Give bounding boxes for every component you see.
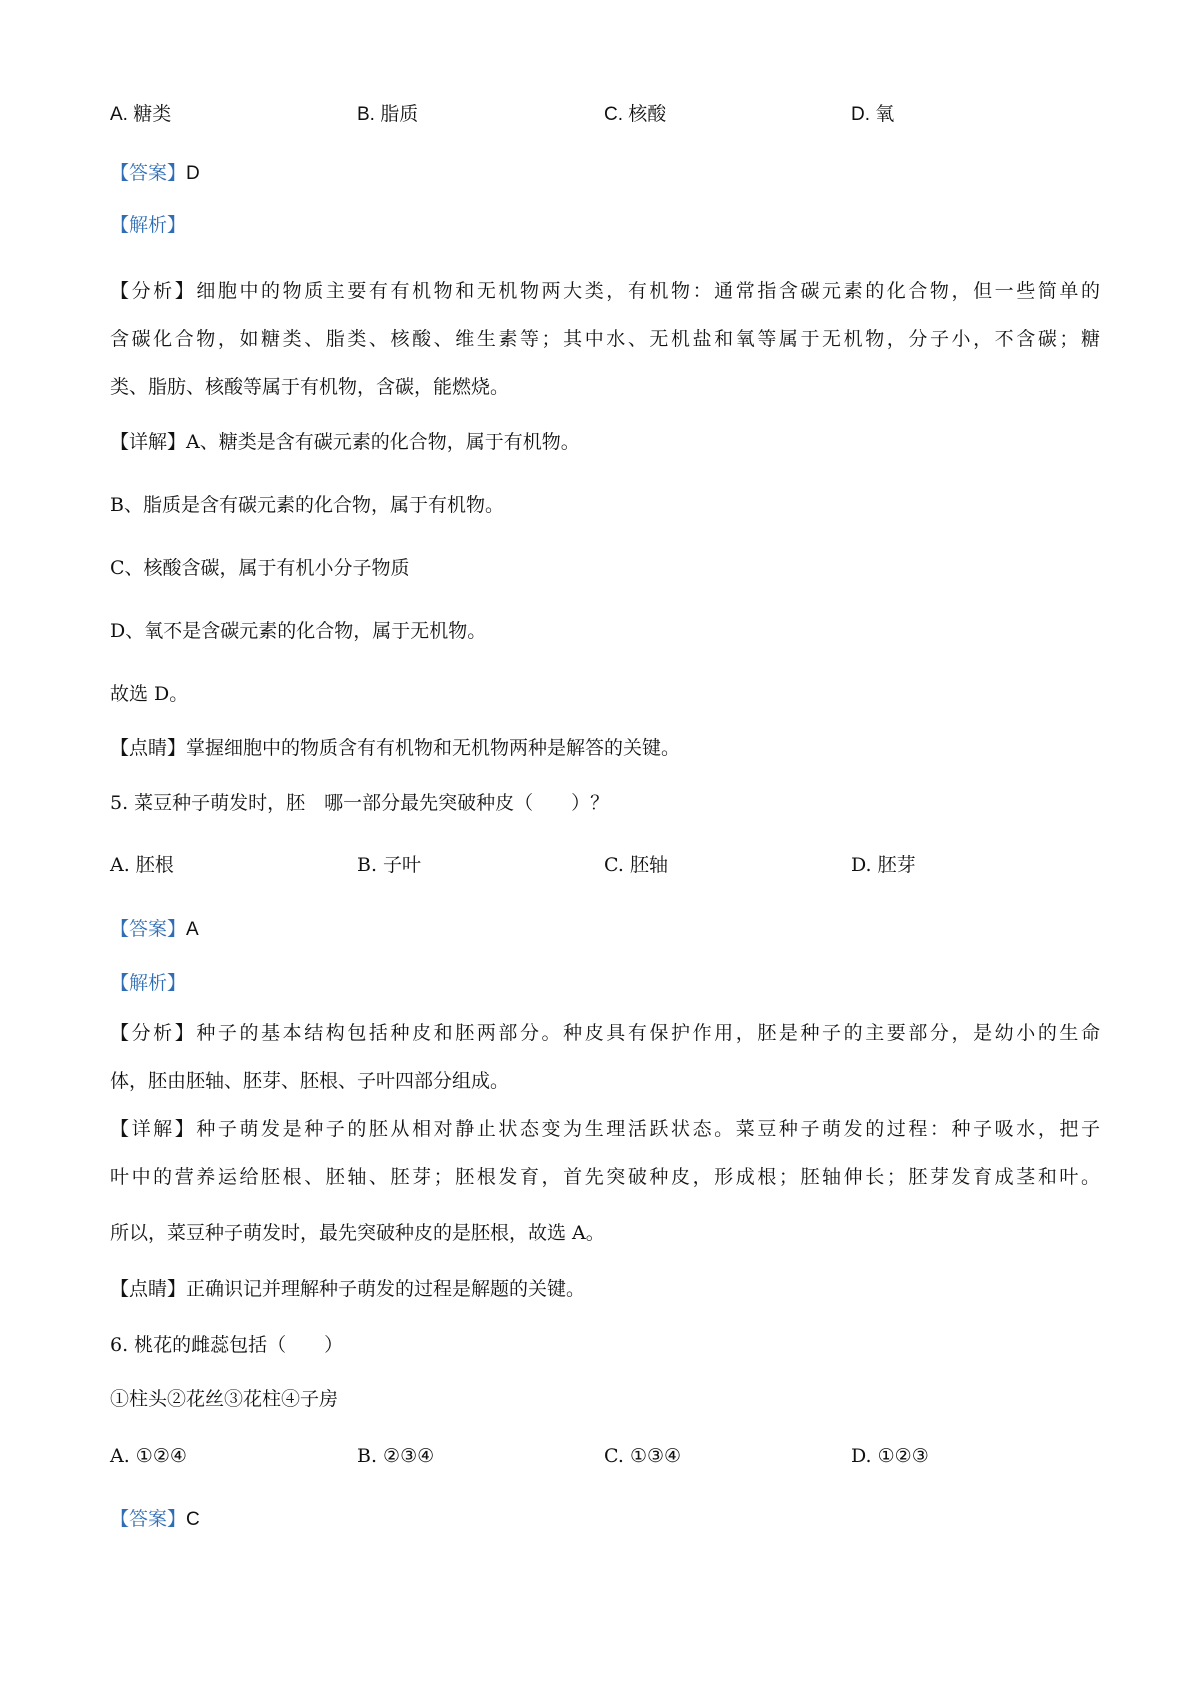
q4-xiangjie-c: C、核酸含碳，属于有机小分子物质	[110, 557, 410, 579]
q4-dianjing: 【点睛】掌握细胞中的物质含有有机物和无机物两种是解答的关键。	[110, 737, 681, 759]
q6-option-a: A. ①②④	[110, 1445, 187, 1467]
q5-option-a: A. 胚根	[110, 854, 174, 876]
fenxi-label: 【分析】	[110, 1022, 197, 1044]
q5-question: 5. 菜豆种子萌发时，胚 哪一部分最先突破种皮（ ）？	[110, 792, 610, 814]
answer-value: A	[186, 919, 199, 940]
xiangjie-label: 【详解】	[110, 1118, 197, 1140]
q6-option-c: C. ①③④	[604, 1445, 682, 1467]
q5-option-c: C. 胚轴	[604, 854, 668, 876]
q5-answer	[110, 916, 199, 943]
q4-option-c: C. 核酸	[604, 104, 667, 125]
q6-option-d: D. ①②③	[851, 1445, 929, 1467]
q4-option-a: A. 糖类	[110, 104, 172, 125]
q6-option-b: B. ②③④	[357, 1445, 435, 1467]
answer-label: 【答案】	[110, 918, 187, 940]
q6-items: ①柱头②花丝③花柱④子房	[110, 1388, 339, 1410]
q4-fenxi-line-2: 含碳化合物，如糖类、脂类、核酸、维生素等；其中水、无机盐和氧等属于无机物，分子小，不含碳；糖	[110, 328, 1100, 350]
q5-xiangjie-line-2: 叶中的营养运给胚根、胚轴、胚芽；胚根发育，首先突破种皮，形成根；胚轴伸长；胚芽发育成茎和叶。	[110, 1166, 1100, 1188]
fenxi-label: 【分析】	[110, 280, 197, 302]
q4-fenxi-line-3: 类、脂肪、核酸等属于有机物，含碳，能燃烧。	[110, 376, 510, 398]
answer-label: 【答案】	[110, 162, 187, 184]
q5-option-b: B. 子叶	[357, 854, 422, 876]
q6-question: 6. 桃花的雌蕊包括（ ）	[110, 1334, 344, 1356]
q4-fenxi-line-1: 【分析】细胞中的物质主要有有机物和无机物两大类，有机物：通常指含碳元素的化合物，但一些简单的	[110, 280, 1100, 302]
q4-answer	[110, 160, 200, 187]
q6-answer	[110, 1506, 200, 1533]
q5-option-d: D. 胚芽	[851, 854, 916, 876]
q4-option-d: D. 氧	[851, 104, 895, 125]
q5-fenxi-line-1: 【分析】种子的基本结构包括种皮和胚两部分。种皮具有保护作用，胚是种子的主要部分，是幼小的生命	[110, 1022, 1100, 1044]
answer-value: C	[186, 1509, 200, 1530]
q4-option-b: B. 脂质	[357, 104, 419, 125]
answer-value: D	[186, 163, 200, 184]
q4-xiangjie-b: B、脂质是含有碳元素的化合物，属于有机物。	[110, 494, 504, 516]
q5-dianjing: 【点睛】正确识记并理解种子萌发的过程是解题的关键。	[110, 1278, 586, 1300]
dianjing-label: 【点睛】	[110, 1278, 187, 1300]
q5-xiangjie-line-3: 所以，菜豆种子萌发时，最先突破种皮的是胚根，故选 A。	[110, 1222, 605, 1244]
q4-analysis-label: 【解析】	[110, 214, 187, 236]
q4-conclusion: 故选 D。	[110, 683, 189, 705]
q5-analysis-label: 【解析】	[110, 972, 187, 994]
q4-xiangjie-d: D、氧不是含碳元素的化合物，属于无机物。	[110, 620, 487, 642]
xiangjie-label: 【详解】	[110, 431, 187, 453]
q5-xiangjie-line-1: 【详解】种子萌发是种子的胚从相对静止状态变为生理活跃状态。菜豆种子萌发的过程：种子吸水，把子	[110, 1118, 1100, 1140]
dianjing-label: 【点睛】	[110, 737, 187, 759]
answer-label: 【答案】	[110, 1508, 187, 1530]
q5-fenxi-line-2: 体，胚由胚轴、胚芽、胚根、子叶四部分组成。	[110, 1070, 510, 1092]
q4-xiangjie: 【详解】A、糖类是含有碳元素的化合物，属于有机物。	[110, 431, 580, 453]
